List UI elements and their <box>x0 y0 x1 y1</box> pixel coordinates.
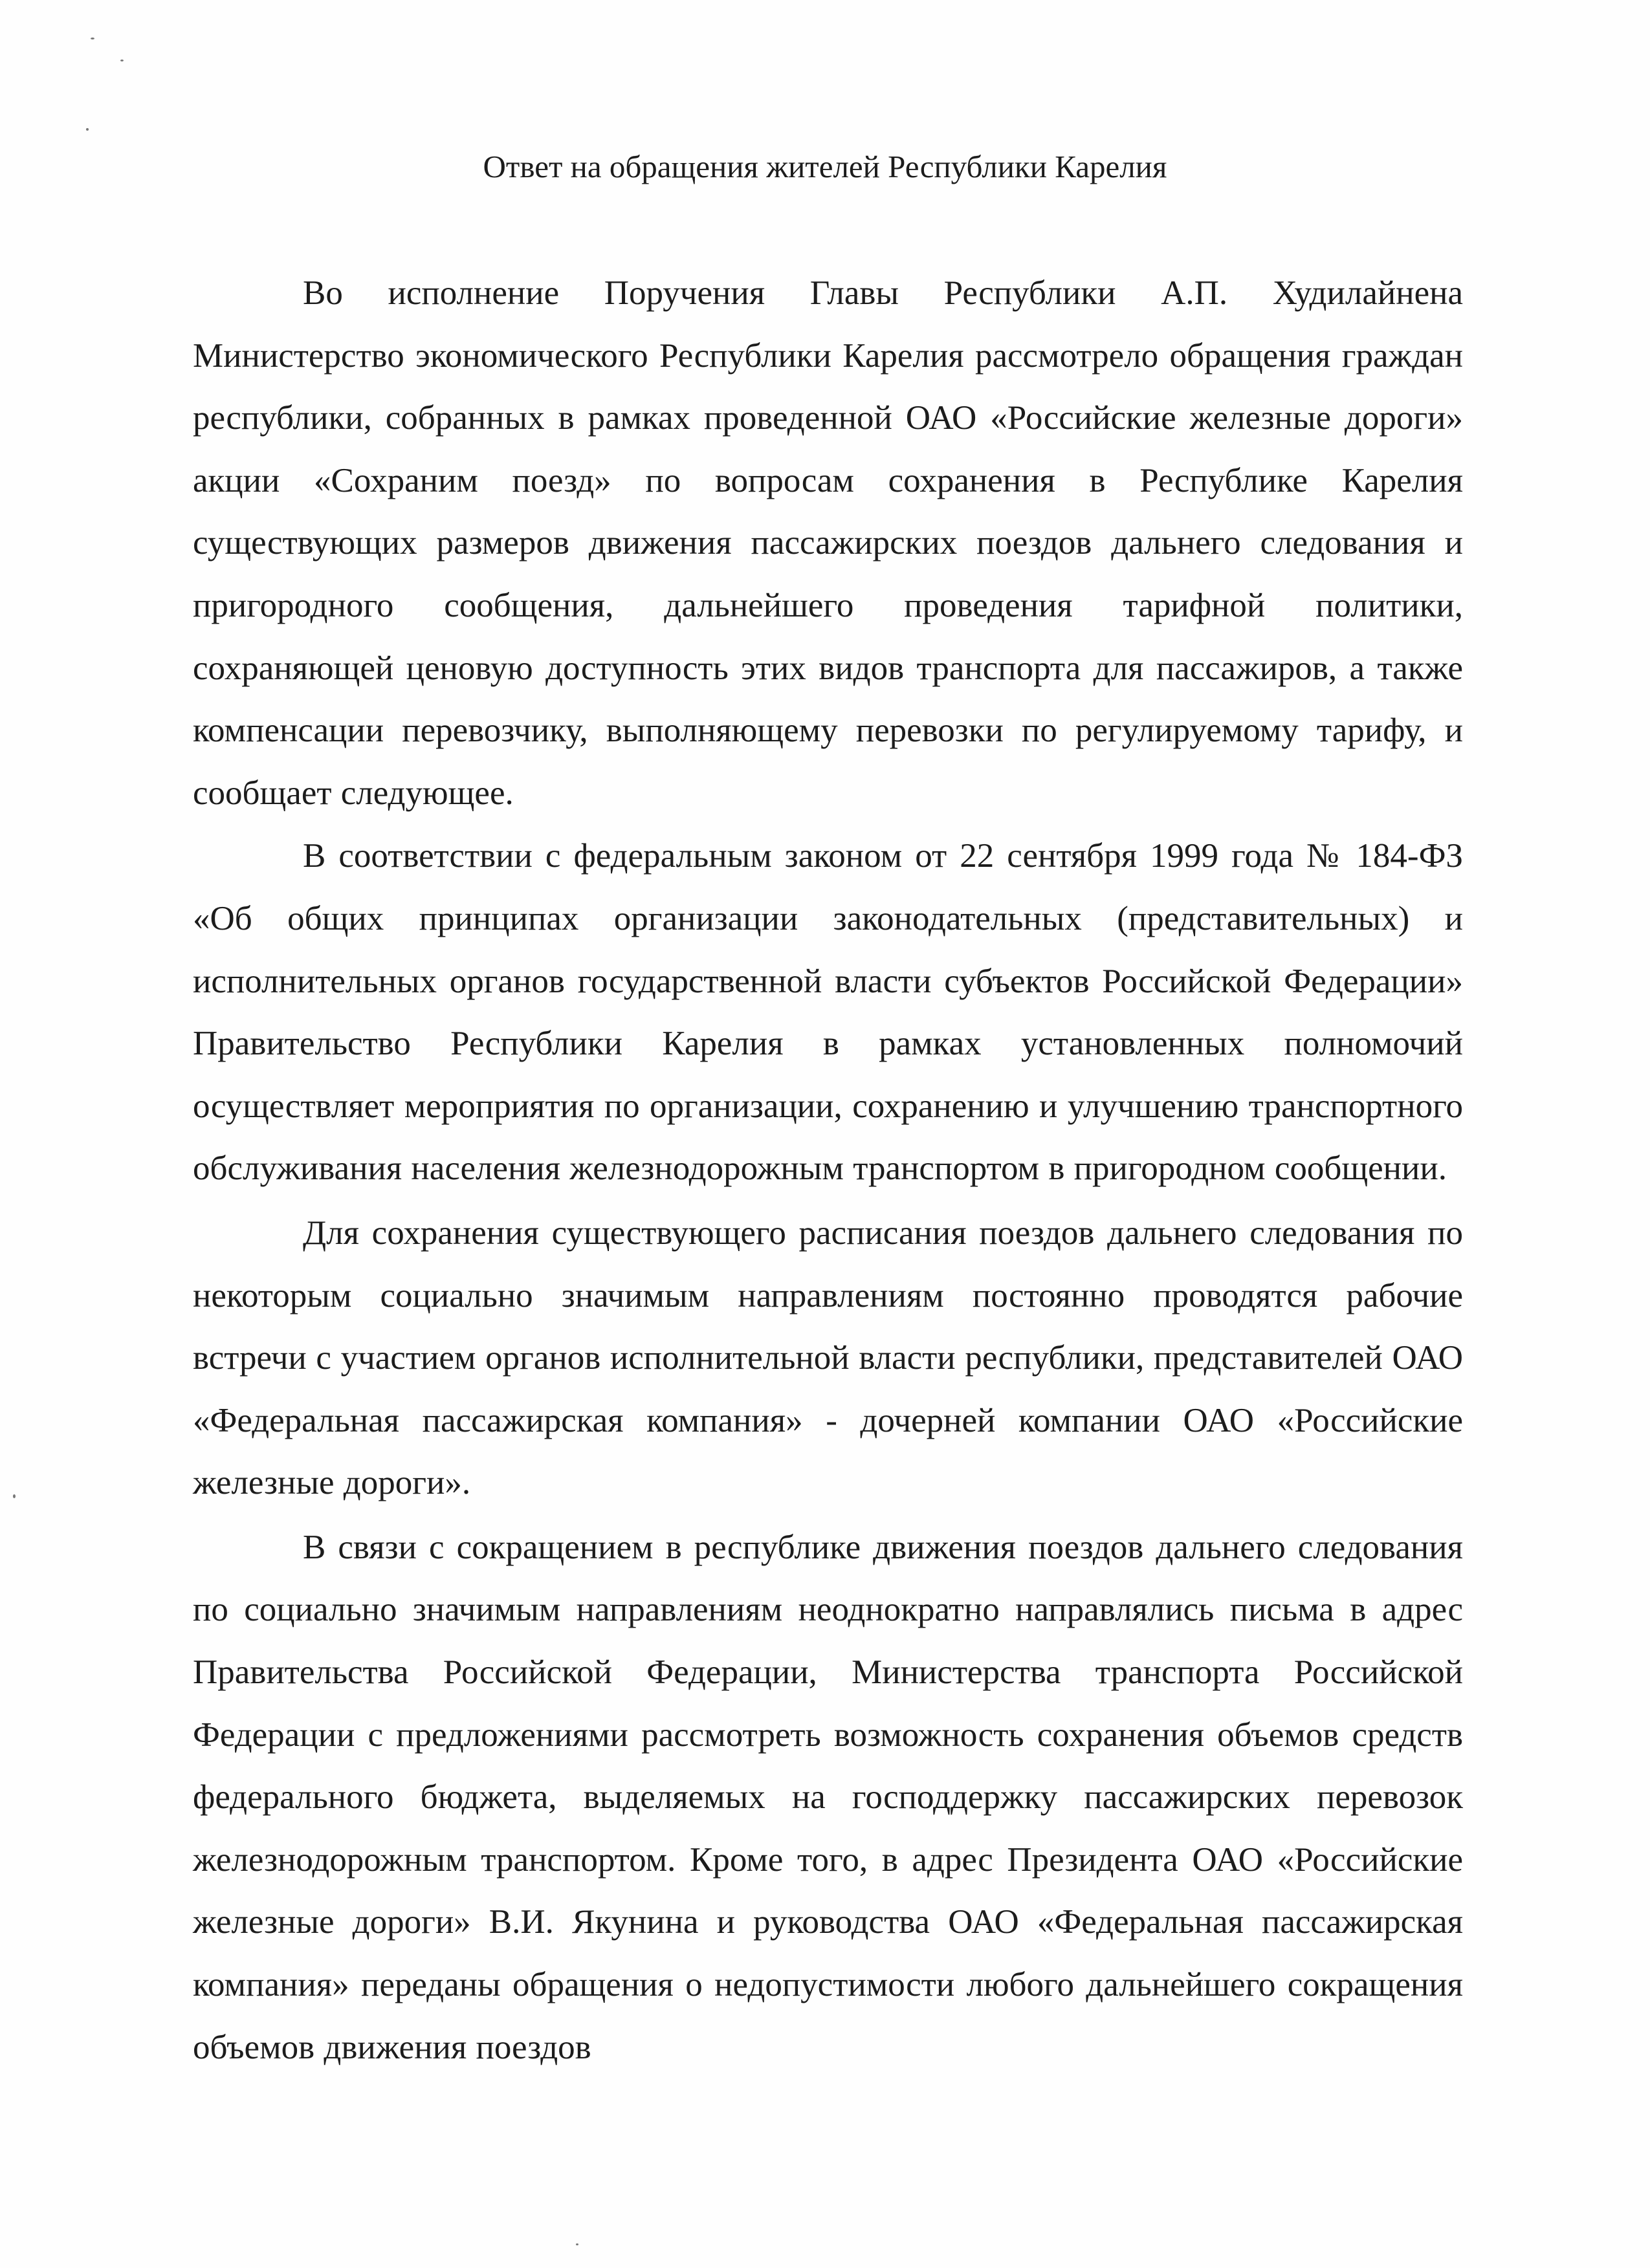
paragraph-4: В связи с сокращением в республике движения поездов дальнего следования по социально значимым направлениям неоднократно направлялись письма в адрес Правительства Российской Федерации, Министерства транспорта Российской Федерации с предложениями рассмотреть возможность сохранения объемов средств федерального бюджета, выделяемых на господдержку пассажирских перевозок железнодорожным транспортом. Кроме того, в адрес Президента ОАО «Российские железные дороги» В.И. Якунина и руководства ОАО «Федеральная пассажирская компания» переданы обращения о недопустимости любого дальнейшего сокращения объемов движения поездов <box>193 1528 1463 2066</box>
scan-speck <box>576 2243 578 2245</box>
paragraph-3: Для сохранения существующего расписания поездов дальнего следования по некоторым социально значимым направлениям постоянно проводятся рабочие встречи с участием органов исполнительной власти республики, представителей ОАО «Федеральная пассажирская компания» - дочерней компании ОАО «Российские железные дороги». <box>193 1214 1463 1502</box>
paragraph-1: Во исполнение Поручения Главы Республики А.П. Худилайнена Министерство экономического Республики Карелия рассмотрело обращения граждан республики, собранных в рамках проведенной ОАО «Российские железные дороги» акции «Сохраним поезд» по вопросам сохранения в Республике Карелия существующих размеров движения пассажирских поездов дальнего следования и пригородного сообщения, дальнейшего проведения тарифной политики, сохраняющей ценовую доступность этих видов транспорта для пассажиров, а также компенсации перевозчику, выполняющему перевозки по регулируемому тарифу, и сообщает следующее. <box>193 274 1463 812</box>
scan-speck <box>86 128 89 131</box>
paragraph-2: В соответствии с федеральным законом от 22 сентября 1999 года № 184-ФЗ «Об общих принципах организации законодательных (представительных) и исполнительных органов государственной власти субъектов Российской Федерации» Правительство Республики Карелия в рамках установленных полномочий осуществляет мероприятия по организации, сохранению и улучшению транспортного обслуживания населения железнодорожным транспортом в пригородном сообщении. <box>193 837 1463 1188</box>
scan-speck <box>13 1494 16 1498</box>
document-title: Ответ на обращения жителей Республики Карелия <box>483 149 1167 184</box>
scan-speck <box>91 38 94 39</box>
scan-speck <box>120 60 124 61</box>
document-body <box>193 262 1463 2078</box>
